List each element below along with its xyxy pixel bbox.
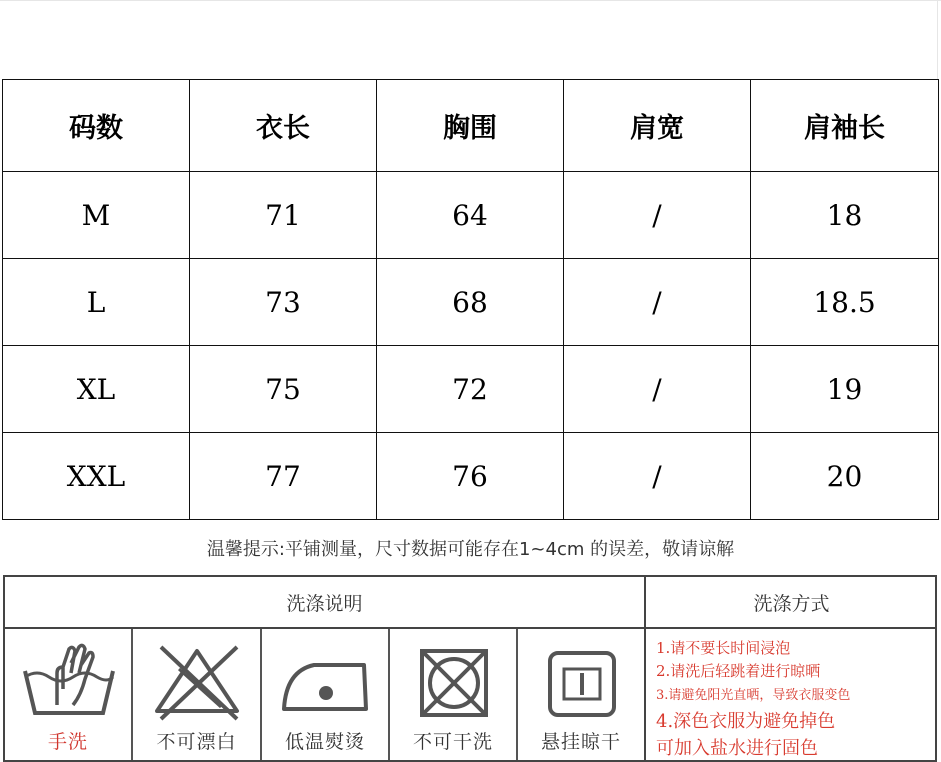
- header-shoulder: 肩宽: [564, 80, 751, 172]
- cell-length: 71: [190, 172, 377, 259]
- care-cell-low-iron: [262, 629, 390, 762]
- cell-size: XL: [3, 346, 190, 433]
- care-label: 不可干洗: [412, 731, 493, 753]
- cell-sleeve: 18.5: [751, 259, 939, 346]
- table-header-row: [3, 80, 939, 172]
- measurement-tip: 温馨提示:平铺测量，尺寸数据可能存在1~4cm 的误差，敬请谅解: [206, 539, 735, 560]
- care-cell-no-bleach: [133, 629, 262, 762]
- hand-wash-icon: [17, 643, 121, 723]
- cell-shoulder: /: [564, 346, 751, 433]
- cell-length: 75: [190, 346, 377, 433]
- low-iron-icon: [274, 643, 378, 723]
- care-note: 3.请避免阳光直晒，导致衣服变色: [656, 688, 851, 703]
- table-row: [3, 259, 939, 346]
- care-cell-hand-wash: [5, 629, 133, 762]
- cell-chest: 64: [377, 172, 564, 259]
- cell-chest: 72: [377, 346, 564, 433]
- table-row: [3, 346, 939, 433]
- cell-shoulder: /: [564, 172, 751, 259]
- table-row: [3, 433, 939, 520]
- care-cell-hang-dry: [518, 629, 644, 762]
- cell-chest: 68: [377, 259, 564, 346]
- top-border: [0, 0, 941, 1]
- cell-sleeve: 20: [751, 433, 939, 520]
- care-note: 4.深色衣服为避免掉色: [656, 711, 836, 732]
- care-note: 可加入盐水进行固色: [656, 738, 818, 759]
- care-note: 1.请不要长时间浸泡: [656, 639, 791, 657]
- cell-shoulder: /: [564, 433, 751, 520]
- cell-size: M: [3, 172, 190, 259]
- header-length: 衣长: [190, 80, 377, 172]
- care-note: 2.请洗后轻跳着进行晾晒: [656, 662, 821, 680]
- care-label: 手洗: [47, 731, 88, 753]
- wash-instructions-title: 洗涤说明: [5, 577, 646, 629]
- cell-length: 73: [190, 259, 377, 346]
- cell-size: XXL: [3, 433, 190, 520]
- care-label: 不可漂白: [156, 731, 237, 753]
- care-icons-row: [5, 629, 646, 762]
- care-cell-no-dry-clean: [390, 629, 518, 762]
- no-bleach-icon: [145, 643, 249, 723]
- table-row: [3, 172, 939, 259]
- cell-size: L: [3, 259, 190, 346]
- cell-sleeve: 19: [751, 346, 939, 433]
- right-border: [937, 0, 938, 80]
- care-instructions: [3, 575, 937, 762]
- header-chest: 胸围: [377, 80, 564, 172]
- no-dry-clean-icon: [402, 643, 506, 723]
- wash-method-title: 洗涤方式: [646, 577, 937, 629]
- cell-chest: 76: [377, 433, 564, 520]
- care-label: 悬挂晾干: [540, 731, 621, 753]
- cell-sleeve: 18: [751, 172, 939, 259]
- header-size: 码数: [3, 80, 190, 172]
- care-notes: [648, 629, 937, 762]
- cell-shoulder: /: [564, 259, 751, 346]
- care-label: 低温熨烫: [284, 731, 365, 753]
- size-chart-table: [2, 79, 939, 520]
- header-sleeve: 肩袖长: [751, 80, 939, 172]
- cell-length: 77: [190, 433, 377, 520]
- hang-dry-icon: [530, 643, 634, 723]
